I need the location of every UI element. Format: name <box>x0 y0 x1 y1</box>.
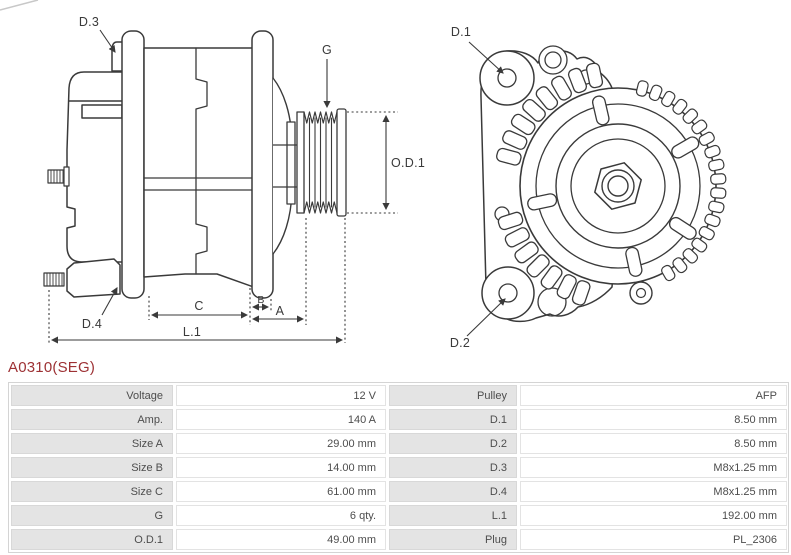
plug-value: PL_2306 <box>520 529 787 550</box>
dim-label-c: C <box>194 299 204 313</box>
pulley-label: Pulley <box>389 385 517 406</box>
od1-label: O.D.1 <box>11 529 173 550</box>
end-view-drawing <box>480 46 726 321</box>
d3-value: M8x1.25 mm <box>520 457 787 478</box>
d3-label: D.3 <box>389 457 517 478</box>
dim-label-d2: D.2 <box>449 336 471 350</box>
spec-table <box>8 382 789 553</box>
part-number-title: A0310(SEG) <box>8 359 96 376</box>
d2-label: D.2 <box>389 433 517 454</box>
d4-value: M8x1.25 mm <box>520 481 787 502</box>
dim-label-g: G <box>321 43 333 57</box>
dim-label-d3: D.3 <box>78 15 100 29</box>
side-view-drawing <box>44 31 346 298</box>
dim-label-od1: O.D.1 <box>391 156 426 170</box>
dim-label-d4: D.4 <box>81 317 103 331</box>
d1-label: D.1 <box>389 409 517 430</box>
plug-label: Plug <box>389 529 517 550</box>
size-c-label: Size C <box>11 481 173 502</box>
d1-value: 8.50 mm <box>520 409 787 430</box>
dim-label-b: B <box>257 294 265 306</box>
size-a-label: Size A <box>11 433 173 454</box>
voltage-value: 12 V <box>176 385 386 406</box>
size-b-label: Size B <box>11 457 173 478</box>
voltage-label: Voltage <box>11 385 173 406</box>
d2-value: 8.50 mm <box>520 433 787 454</box>
corner-artifact-line <box>0 0 38 10</box>
dim-label-d1: D.1 <box>450 25 472 39</box>
d4-label: D.4 <box>389 481 517 502</box>
size-b-value: 14.00 mm <box>176 457 386 478</box>
dim-label-a: A <box>275 304 285 318</box>
l1-value: 192.00 mm <box>520 505 787 526</box>
od1-value: 49.00 mm <box>176 529 386 550</box>
dim-label-l1: L.1 <box>182 325 202 339</box>
size-a-value: 29.00 mm <box>176 433 386 454</box>
g-value: 6 qty. <box>176 505 386 526</box>
size-c-value: 61.00 mm <box>176 481 386 502</box>
g-label: G <box>11 505 173 526</box>
pulley-value: AFP <box>520 385 787 406</box>
l1-label: L.1 <box>389 505 517 526</box>
amp-label: Amp. <box>11 409 173 430</box>
amp-value: 140 A <box>176 409 386 430</box>
